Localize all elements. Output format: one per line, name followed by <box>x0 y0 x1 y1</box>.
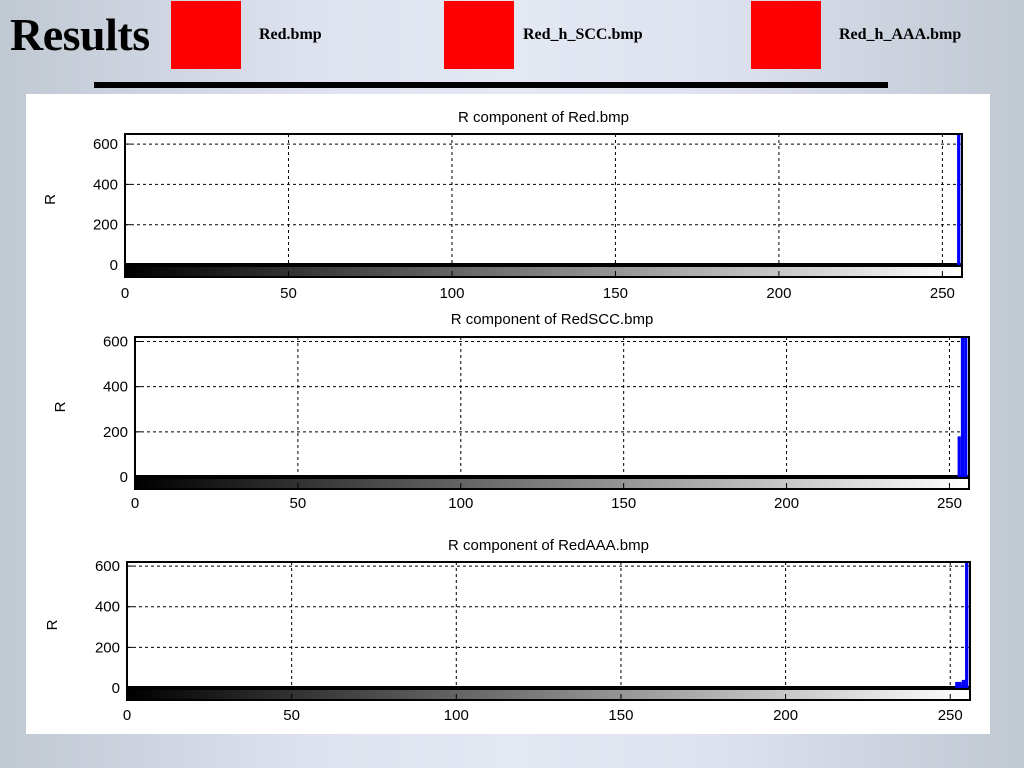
x-tick-label: 200 <box>773 707 799 724</box>
y-tick-label: 200 <box>92 216 118 234</box>
y-tick-label: 600 <box>102 333 128 351</box>
histogram-bar <box>958 436 961 477</box>
y-tick-label: 0 <box>119 469 128 486</box>
x-tick-label: 100 <box>443 707 469 724</box>
histogram-1 <box>42 109 962 302</box>
y-tick-label: 600 <box>92 136 118 154</box>
y-tick-label: 200 <box>102 423 128 441</box>
red-bmp-swatch <box>171 1 241 69</box>
x-tick-label: 50 <box>289 495 307 512</box>
histogram-2 <box>52 311 969 512</box>
histogram-svg <box>26 94 990 734</box>
histogram-bar <box>962 680 965 688</box>
x-tick-label: 200 <box>774 495 800 512</box>
x-tick-label: 50 <box>283 707 300 724</box>
histogram-3 <box>44 537 970 724</box>
x-tick-label: 100 <box>439 285 465 302</box>
chart-title: R component of RedSCC.bmp <box>450 311 654 328</box>
y-tick-label: 0 <box>111 680 120 697</box>
y-axis-label: R <box>44 619 61 631</box>
x-tick-label: 0 <box>122 707 132 724</box>
axes-frame <box>125 134 962 277</box>
red-h-aaa-label: Red_h_AAA.bmp <box>839 26 962 43</box>
y-axis-label: R <box>52 401 69 413</box>
x-tick-label: 0 <box>120 285 130 302</box>
x-tick-label: 250 <box>929 285 955 302</box>
histogram-bar <box>957 134 960 265</box>
histogram-bar <box>964 337 967 477</box>
y-tick-label: 600 <box>94 558 120 576</box>
y-axis-label: R <box>42 194 59 205</box>
red-h-scc-label: Red_h_SCC.bmp <box>523 26 643 43</box>
x-tick-label: 150 <box>608 707 634 724</box>
histogram-figure <box>26 94 990 734</box>
histogram-bar <box>965 562 968 688</box>
red-h-scc-swatch <box>444 1 514 69</box>
x-tick-label: 150 <box>611 495 637 512</box>
red-h-aaa-swatch <box>751 1 821 69</box>
axes-frame <box>127 562 970 700</box>
page-title: Results <box>10 9 150 60</box>
title-underline <box>94 82 888 88</box>
y-tick-label: 400 <box>102 378 128 396</box>
histogram-bar <box>961 337 964 477</box>
x-tick-label: 250 <box>937 707 963 724</box>
x-tick-label: 50 <box>280 285 297 302</box>
axes-frame <box>135 337 969 489</box>
chart-title: R component of Red.bmp <box>458 109 629 126</box>
y-tick-label: 200 <box>94 639 120 657</box>
y-tick-label: 0 <box>109 257 118 274</box>
histogram-bar <box>955 682 958 688</box>
y-tick-label: 400 <box>92 176 118 194</box>
x-tick-label: 100 <box>448 495 474 512</box>
x-tick-label: 200 <box>766 285 792 302</box>
y-tick-label: 400 <box>94 598 120 616</box>
x-tick-label: 150 <box>602 285 628 302</box>
histogram-bar <box>958 682 961 688</box>
chart-title: R component of RedAAA.bmp <box>448 537 649 554</box>
x-tick-label: 0 <box>130 495 140 512</box>
red-bmp-label: Red.bmp <box>259 26 322 43</box>
x-tick-label: 250 <box>936 495 962 512</box>
